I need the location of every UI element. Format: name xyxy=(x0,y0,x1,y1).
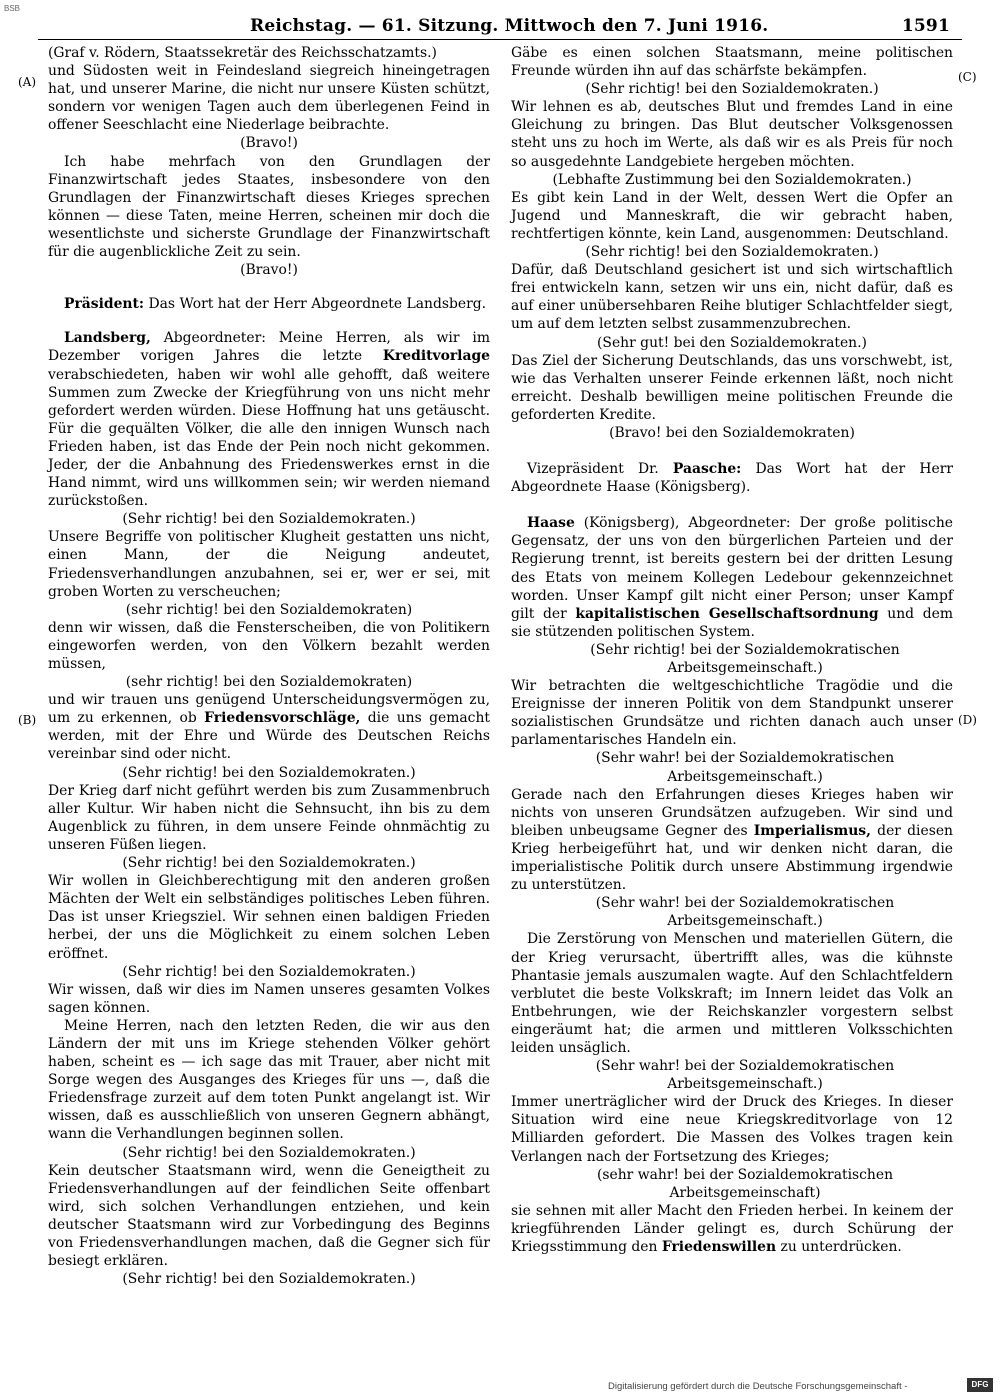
interjection: (Sehr richtig! bei den Sozialdemokraten.) xyxy=(122,1144,416,1161)
speaker-name: Paasche: xyxy=(672,461,742,478)
speech-text: und wir trauen uns genügend Unterscheidungsvermögen zu, um zu erkennen, ob xyxy=(48,692,490,727)
emphasis: Imperialismus, xyxy=(753,822,871,839)
speech-text: (Königsberg), Abgeordneter: Der große politische Gegensatz, der uns von den bürgerlichen Parteien und der Regierung trennt, ist bereits gestern bei der dritten Lesung des Etats von meinem Kollegen Ledebour gekennzeichnet worden. Unser Kampf gilt nicht einer Person; unser Kampf gilt der xyxy=(511,515,953,622)
speech-text: der diesen Krieg herbeigeführt hat, und wir denken nicht daran, die imperialistische Politik durch unsere Abstimmung irgendwie zu unterstützen. xyxy=(511,822,953,894)
interjection: (Sehr wahr! bei der Sozialdemokratischen Arbeitsgemeinschaft.) xyxy=(595,895,895,930)
speech-text: Abgeordneter: Meine Herren, als wir im Dezember vorigen Jahres die letzte xyxy=(48,330,490,365)
emphasis: kapitalistischen Gesellschaftsordnung xyxy=(575,605,879,622)
interjection: (Lebhafte Zustimmung bei den Sozialdemokraten.) xyxy=(552,171,912,188)
right-column xyxy=(511,44,953,1256)
paragraph: Ich habe mehrfach von den Grundlagen der Finanzwirtschaft jedes Staates, insbesondere von den Grundlagen der Finanzwirtschaft dieses Krieges sprechen können — diese Taten, meine Herren, scheinen mir doch die wesentlichste und sicherste Grundlage der Finanzwirtschaft für die augenblickliche Zeit zu sein. xyxy=(48,153,490,261)
speaker-name: Haase xyxy=(527,515,575,532)
margin-mark-d: (D) xyxy=(958,713,977,727)
interjection: (Sehr richtig! bei den Sozialdemokraten.) xyxy=(585,244,879,261)
speaker-paragraph xyxy=(511,460,953,496)
margin-mark-a: (A) xyxy=(18,75,37,89)
paragraph: denn wir wissen, daß die Fensterscheiben, die von Politikern eingeworfen werden, von den Völkern bezahlt werden müssen, xyxy=(48,619,490,672)
speaker-paragraph xyxy=(511,514,953,641)
page-number: 1591 xyxy=(901,16,950,36)
interjection: (Bravo!) xyxy=(240,262,298,279)
paragraph: Gäbe es einen solchen Staatsmann, meine politischen Freunde würden ihn auf das schärfste bekämpfen. xyxy=(511,45,953,80)
speaker-name: Landsberg, xyxy=(64,330,151,347)
paragraph xyxy=(48,691,490,763)
speech-text: zu unterdrücken. xyxy=(776,1239,902,1255)
header-rule xyxy=(38,39,962,40)
speaker-note: (Graf v. Rödern, Staatssekretär des Reichsschatzamts.) xyxy=(48,45,437,61)
spacer xyxy=(511,496,953,514)
spacer xyxy=(48,279,490,295)
interjection: (Bravo! bei den Sozialdemokraten) xyxy=(609,424,855,441)
speech-text: Das Wort hat der Herr Abgeordnete Haase (Königsberg). xyxy=(511,461,953,496)
paragraph: Die Zerstörung von Menschen und materiellen Gütern, die der Krieg verursacht, übertrifft alles, was die kühnste Phantasie jemals auszumalen wagte. Auf den Schlachtfeldern verblutet die beste Volkskraft; im Innern leidet das Volk an Entbehrungen, wie der Reichskanzler vorgestern selbst eingeräumt hat; die armen und mittleren Volksschichten leiden unsäglich. xyxy=(511,931,953,1056)
interjection: (Sehr gut! bei den Sozialdemokraten.) xyxy=(597,334,867,351)
interjection: (Sehr richtig! bei den Sozialdemokraten.) xyxy=(122,963,416,980)
interjection: (Sehr wahr! bei der Sozialdemokratischen Arbeitsgemeinschaft.) xyxy=(595,1058,895,1093)
spacer xyxy=(48,313,490,329)
speech-text: Gerade nach den Erfahrungen dieses Krieges haben wir nichts von unseren Grundsätzen aufzugeben. Wir sind und bleiben unbeugsame Gegner des xyxy=(511,786,953,839)
interjection: (sehr wahr! bei der Sozialdemokratischen Arbeitsgemeinschaft) xyxy=(596,1166,894,1201)
interjection: (sehr richtig! bei den Sozialdemokraten) xyxy=(125,674,413,691)
speech-text: verabschiedeten, haben wir wohl alle gehofft, daß weitere Summen zum Zwecke der Kriegführung von uns nicht mehr gefordert werden würden. Diese Hoffnung hat uns getäuscht. Für die gequälten Völker, die alle den innigen Wunsch nach Frieden haben, ist das Ende der Pein noch nicht gekommen. Jeder, der die Anbahnung des Friedenswerkes ernst in die Hand nimmt, wird uns willkommen sein; wir werden niemand zurückstoßen. xyxy=(48,366,490,510)
interjection: (Sehr richtig! bei der Sozialdemokratischen Arbeitsgemeinschaft.) xyxy=(590,641,900,676)
interjection: (Sehr wahr! bei der Sozialdemokratischen Arbeitsgemeinschaft.) xyxy=(595,750,895,785)
paragraph: und Südosten weit in Feindesland siegreich hineingetragen hat, und unserer Marine, die nicht nur unsere Küsten schützt, sondern vor wenigen Tagen auch dem überlegenen Feind in offener Seeschlacht eine Niederlage beibrachte. xyxy=(48,63,490,134)
paragraph: Kein deutscher Staatsmann wird, wenn die Geneigtheit zu Friedensverhandlungen auf der feindlichen Seite offenbart wird, sich solchen Verhandlungen entziehen, und kein deutscher Staatsmann wird zur Vorbedingung des Beginns von Friedensverhandlungen machen, daß die Gegner sich für besiegt erklären. xyxy=(48,1162,490,1270)
paragraph: Das Ziel der Sicherung Deutschlands, das uns vorschwebt, ist, wie das Verhalten unserer Feinde erkennen läßt, noch nicht erreicht. Deshalb bewilligen meine politischen Freunde die geforderten Kredite. xyxy=(511,352,953,423)
emphasis: Kreditvorlage xyxy=(382,348,490,365)
speech-text: sie sehnen mit aller Macht den Frieden herbei. In keinem der kriegführenden Länder gelingt es, durch Schürung der Kriegsstimmung den xyxy=(511,1202,953,1255)
speaker-paragraph xyxy=(48,329,490,510)
paragraph: Wir betrachten die weltgeschichtliche Tragödie und die Ereignisse der inneren Politik von dem Standpunkt unserer sozialistischen Grundsätze und richten danach auch unser parlamentarisches Handeln ein. xyxy=(511,678,953,749)
paragraph xyxy=(511,786,953,895)
paragraph: Der Krieg darf nicht geführt werden bis zum Zusammenbruch aller Kultur. Wir haben nicht die Sehnsucht, ihn bis zu dem Augenblick zu führen, in dem unsere Feinde ohnmächtig zu unseren Füßen liegen. xyxy=(48,782,490,853)
interjection: (Sehr richtig! bei den Sozialdemokraten.) xyxy=(122,764,416,781)
header-title: Reichstag. — 61. Sitzung. Mittwoch den 7. Juni 1916. xyxy=(250,16,769,36)
interjection: (Sehr richtig! bei den Sozialdemokraten.) xyxy=(122,855,416,872)
speech-text: und dem sie stützenden politischen System. xyxy=(511,605,953,640)
speaker-paragraph xyxy=(48,295,490,313)
speaker-name: Präsident: xyxy=(64,296,145,313)
digitization-footer: Digitalisierung gefördert durch die Deutsche Forschungsgemeinschaft - xyxy=(608,1381,908,1392)
interjection: (Sehr richtig! bei den Sozialdemokraten.) xyxy=(122,1271,416,1288)
dfg-logo: DFG xyxy=(967,1378,993,1392)
emphasis: Friedensvorschläge, xyxy=(204,710,361,727)
paragraph: Unsere Begriffe von politischer Klugheit gestatten uns nicht, einen Mann, der die Neigung andeutet, Friedensverhandlungen anzubahnen, sei er, wer er sei, mit groben Worten zu verscheuchen; xyxy=(48,529,490,600)
paragraph: Meine Herren, nach den letzten Reden, die wir aus den Ländern der mit uns im Kriege stehenden Völker gehört haben, scheint es — ich sage das mit Trauer, aber nicht mit Sorge wegen des Ausganges des Krieges für uns —, daß die Friedensfrage zurzeit auf dem toten Punkt angelangt ist. Wir wissen, daß es ausschließlich von unseren Gegnern abhängt, wann die Verhandlungen beginnen sollen. xyxy=(48,1017,490,1143)
interjection: (Bravo!) xyxy=(240,135,298,152)
paragraph: Wir wollen in Gleichberechtigung mit den anderen großen Mächten der Welt ein selbständiges politisches Leben führen. Das ist unser Kriegsziel. Wir sehnen einen baldigen Frieden herbei, der uns die Möglichkeit zu einem solchen Leben eröffnet. xyxy=(48,873,490,962)
paragraph: Wir wissen, daß wir dies im Namen unseres gesamten Volkes sagen können. xyxy=(48,981,490,1016)
spacer xyxy=(511,442,953,460)
paragraph: Wir lehnen es ab, deutsches Blut und fremdes Land in eine Gleichung zu bringen. Das Blut deutscher Volksgenossen steht uns zu hoch im Werte, als daß wir es als Preis für noch so ausgedehnte Landgebiete hergeben möchten. xyxy=(511,99,953,170)
speech-text: die uns gemacht werden, mit der Ehre und Würde des Deutschen Reichs vereinbar sind oder nicht. xyxy=(48,710,490,763)
interjection: (sehr richtig! bei den Sozialdemokraten) xyxy=(125,601,413,618)
interjection: (Sehr richtig! bei den Sozialdemokraten.) xyxy=(122,511,416,528)
paragraph: Es gibt kein Land in der Welt, dessen Wert die Opfer an Jugend und Manneskraft, die wir gebracht haben, rechtfertigen könnte, kein Land, ausgenommen: Deutschland. xyxy=(511,189,953,242)
paragraph: Dafür, daß Deutschland gesichert ist und sich wirtschaftlich frei entwickeln kann, setzen wir uns ein, nicht dafür, daß es auf einer unübersehbaren Reihe blutiger Schlachtfelder siegt, um auf dem letzten selbst zusammenzubrechen. xyxy=(511,262,953,333)
speech-text: Vizepräsident Dr. xyxy=(527,461,673,478)
speech-text: Das Wort hat der Herr Abgeordnete Landsberg. xyxy=(144,296,487,313)
margin-mark-b: (B) xyxy=(18,713,37,727)
left-column xyxy=(48,44,490,1288)
paragraph xyxy=(511,1202,953,1256)
interjection: (Sehr richtig! bei den Sozialdemokraten.) xyxy=(585,81,879,98)
bsb-watermark: BSB xyxy=(4,4,21,13)
paragraph: Immer unerträglicher wird der Druck des Krieges. In dieser Situation wird eine neue Kriegskreditvorlage von 12 Milliarden gefordert. Die Massen des Volkes tragen kein Verlangen nach der Fortsetzung des Krieges; xyxy=(511,1094,953,1165)
margin-mark-c: (C) xyxy=(958,70,977,84)
emphasis: Friedenswillen xyxy=(661,1239,777,1255)
